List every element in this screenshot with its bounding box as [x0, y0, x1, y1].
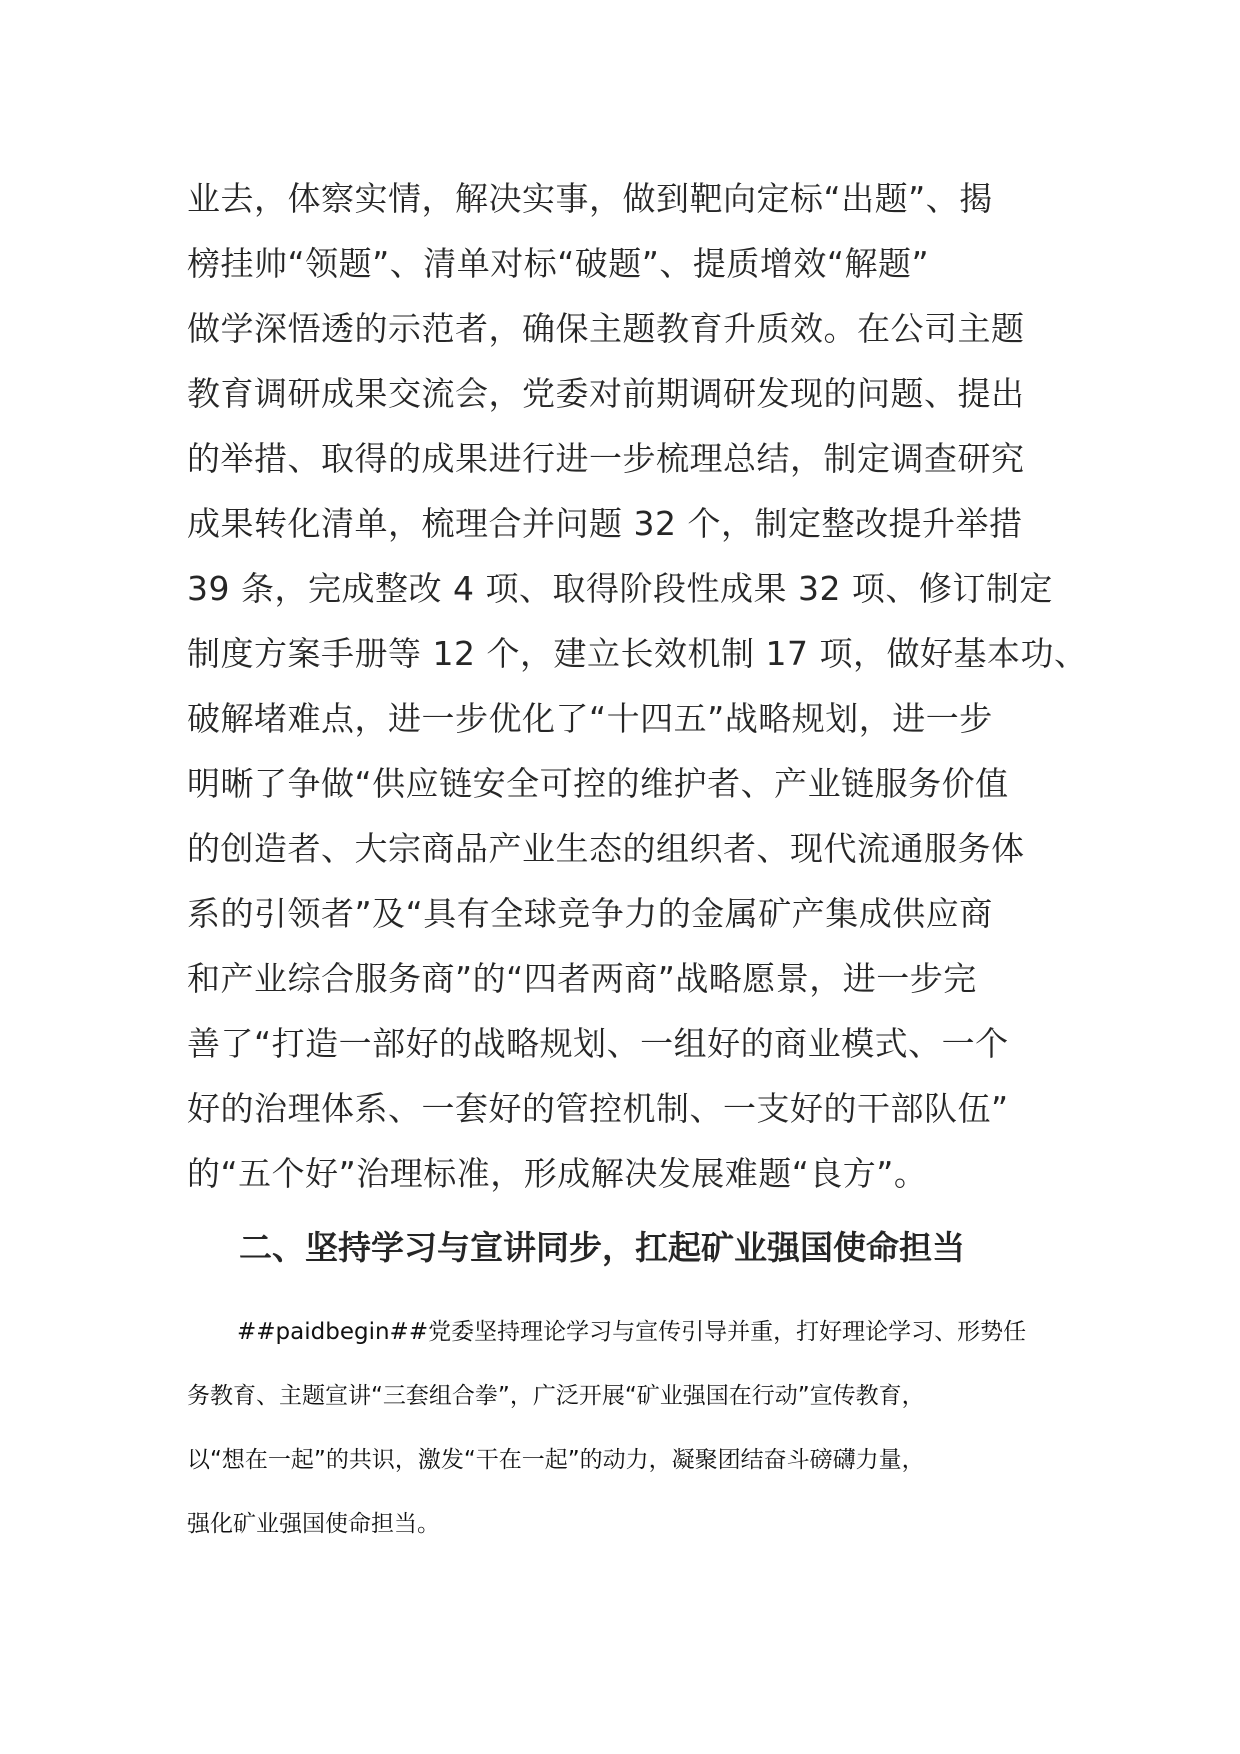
paragraph-line: 好的治理体系、一套好的管控机制、一支好的干部队伍”: [187, 1089, 1009, 1128]
paragraph-line: 成果转化清单，梳理合并问题 32 个，制定整改提升举措: [187, 504, 1023, 543]
paragraph-line: 破解堵难点，进一步优化了“十四五”战略规划，进一步: [187, 699, 993, 738]
body-paragraph: [187, 166, 1087, 1206]
paragraph-line: 的创造者、大宗商品产业生态的组织者、现代流通服务体: [187, 829, 1025, 868]
paragraph-line: 系的引领者”及“具有全球竞争力的金属矿产集成供应商: [187, 894, 993, 933]
paragraph-line: 39 条，完成整改 4 项、取得阶段性成果 32 项、修订制定: [187, 569, 1053, 608]
paragraph-line: 强化矿业强国使命担当。: [187, 1511, 440, 1537]
body-paragraph: [187, 1300, 1026, 1556]
paragraph-line: 制度方案手册等 12 个，建立长效机制 17 项，做好基本功、: [187, 634, 1088, 673]
paragraph-line: 教育调研成果交流会，党委对前期调研发现的问题、提出: [187, 374, 1025, 413]
paragraph-line: 的举措、取得的成果进行进一步梳理总结，制定调查研究: [187, 439, 1025, 478]
paragraph-line: 以“想在一起”的共识，激发“干在一起”的动力，凝聚团结奋斗磅礴力量，: [187, 1447, 925, 1473]
section-heading: 二、坚持学习与宣讲同步，扛起矿业强国使命担当: [239, 1228, 965, 1267]
paragraph-line: ##paidbegin##党委坚持理论学习与宣传引导并重，打好理论学习、形势任: [237, 1319, 1027, 1345]
paragraph-line: 榜挂帅“领题”、清单对标“破题”、提质增效“解题”: [187, 244, 930, 283]
paragraph-line: 做学深悟透的示范者，确保主题教育升质效。在公司主题: [187, 309, 1025, 348]
paragraph-line: 善了“打造一部好的战略规划、一组好的商业模式、一个: [187, 1024, 1009, 1063]
paragraph-line: 和产业综合服务商”的“四者两商”战略愿景，进一步完: [187, 959, 977, 998]
paragraph-line: 务教育、主题宣讲“三套组合拳”，广泛开展“矿业强国在行动”宣传教育，: [187, 1383, 925, 1409]
paragraph-line: 的“五个好”治理标准，形成解决发展难题“良方”。: [187, 1154, 928, 1193]
paragraph-line: 明晰了争做“供应链安全可控的维护者、产业链服务价值: [187, 764, 1009, 803]
paragraph-line: 业去，体察实情，解决实事，做到靶向定标“出题”、揭: [187, 179, 993, 218]
